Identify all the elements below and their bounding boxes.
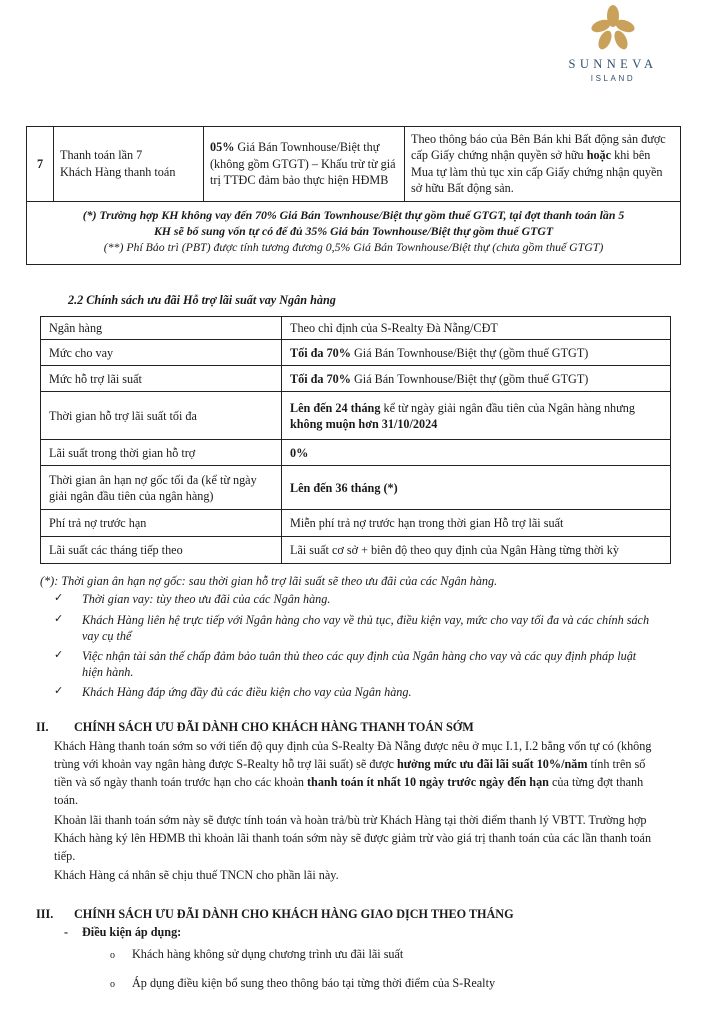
table-note-row — [27, 201, 681, 264]
row-key: Phí trả nợ trước hạn — [41, 510, 282, 537]
row-number: 7 — [27, 127, 54, 202]
table-row — [41, 440, 671, 466]
note-1: (*) Trường hợp KH không vay đến 70% Giá Bán Townhouse/Biệt thự gồm thuế GTGT, tại đợt thanh toán lần 5 — [82, 207, 625, 222]
row-value: Theo chỉ định của S-Realty Đà Nẵng/CĐT — [282, 317, 671, 340]
value-bold: 0% — [290, 445, 309, 460]
note-2: KH sẽ bổ sung vốn tự có để đủ 35% Giá bán Townhouse/Biệt thự gồm thuế GTGT — [153, 223, 554, 238]
row-value: Lãi suất cơ sở + biên độ theo quy định của Ngân Hàng từng thời kỳ — [282, 537, 671, 564]
conditions-label: Điều kiện áp dụng: — [82, 925, 182, 939]
sunneva-logo — [548, 4, 678, 85]
text-bold: thanh toán ít nhất 10 ngày trước ngày đến hạn — [307, 775, 549, 789]
check-item: Khách Hàng đáp ứng đầy đủ các điều kiện cho vay của Ngân hàng. — [82, 685, 412, 699]
check-icon: ✓ — [54, 613, 64, 625]
table-row — [41, 392, 671, 440]
condition-item: Áp dụng điều kiện bổ sung theo thông báo tại từng thời điểm của S-Realty — [132, 976, 496, 990]
condition-item: Khách hàng không sử dụng chương trình ưu đãi lãi suất — [132, 947, 404, 961]
section-ii-p2-l3: tiếp. — [54, 849, 76, 863]
row-value — [282, 340, 671, 366]
text-run: trùng với khoản vay ngân hàng được S-Realty hỗ trợ lãi suất) sẽ được — [54, 757, 397, 771]
circle-bullet-icon: o — [110, 950, 115, 961]
text-run: tính trên số — [587, 757, 646, 771]
check-item: Khách Hàng liên hệ trực tiếp với Ngân hàng cho vay về thủ tục, điều kiện vay, mức cho vay tối đa và các chính sách — [82, 613, 650, 627]
section-iii-title: CHÍNH SÁCH ƯU ĐÃI DÀNH CHO KHÁCH HÀNG GIAO DỊCH THEO THÁNG — [74, 907, 514, 921]
section-2-2-title: 2.2 Chính sách ưu đãi Hỗ trợ lãi suất vay Ngân hàng — [68, 293, 336, 307]
row-key: Lãi suất các tháng tiếp theo — [41, 537, 282, 564]
circle-bullet-icon: o — [110, 979, 115, 990]
row-key: Thời gian hỗ trợ lãi suất tối đa — [41, 392, 282, 440]
value-bold-2: không muộn hơn 31/10/2024 — [290, 416, 438, 431]
amount-bold: 05% — [210, 140, 235, 155]
condition-pre: Theo thông báo của Bên Bán khi Bất động sản được cấp Giấy chứng nhận quyền sở hữu — [411, 132, 666, 163]
table-row — [41, 537, 671, 564]
row-value — [282, 392, 671, 440]
section-ii-number: II. — [36, 720, 49, 734]
value-bold: Lên đến 24 tháng — [290, 400, 381, 415]
check-item: Việc nhận tài sản thế chấp đảm bảo tuân thủ theo các quy định của Ngân hàng cho vay và các quy định pháp luật — [82, 649, 637, 663]
installment-name-l1: Thanh toán lần 7 — [60, 148, 143, 163]
note-3: (**) Phí Bảo trì (PBT) được tính tương đương 0,5% Giá Bán Townhouse/Biệt thự (chưa gồm thuế GTGT) — [103, 239, 604, 254]
value-text: kể từ ngày giải ngân đầu tiên của Ngân hàng nhưng — [380, 400, 635, 415]
condition-post: khi bên Mua tự làm thủ tục xin cấp Giấy chứng nhận quyền sở hữu Bất động sản. — [411, 148, 663, 196]
check-item-cont: hiện hành. — [82, 665, 134, 679]
flower-logo-icon — [590, 4, 636, 54]
table-notes — [27, 201, 681, 264]
table-row — [41, 466, 671, 510]
check-icon: ✓ — [54, 649, 64, 661]
logo-sub: ISLAND — [590, 73, 636, 83]
amount-rest: Giá Bán Townhouse/Biệt thự (không gồm GTGT) – Khấu trừ từ giá trị TTĐC đảm bảo thực hiện HĐMB — [210, 140, 396, 188]
text-bold: hưởng mức ưu đãi lãi suất 10%/năm — [396, 757, 588, 771]
row-key: Mức cho vay — [41, 340, 282, 366]
section-ii-p2-l1: Khoản lãi thanh toán sớm này sẽ được tính toán và hoàn trả/bù trừ Khách Hàng tại thời điểm thanh lý VBTT. Trường hợp — [54, 813, 647, 827]
value-text: Giá Bán Townhouse/Biệt thự (gồm thuế GTGT) — [350, 345, 589, 360]
logo-brand: SUNNEVA — [568, 57, 658, 71]
row-key: Ngân hàng — [41, 317, 282, 340]
row-value — [282, 366, 671, 392]
check-icon: ✓ — [54, 685, 64, 697]
section-ii-p1-l1: Khách Hàng thanh toán sớm so với tiến độ quy định của S-Realty Đà Nẵng được nêu ở mục I.1, I.2 bằng vốn tự có (không — [54, 739, 652, 753]
value-bold: Tối đa 70% — [290, 345, 351, 360]
check-item-cont: vay cụ thể — [82, 629, 132, 643]
condition-bold: hoặc — [586, 148, 612, 163]
grace-note: (*): Thời gian ân hạn nợ gốc: sau thời gian hỗ trợ lãi suất sẽ theo ưu đãi của các Ngân hàng. — [40, 574, 498, 588]
value-bold: Lên đến 36 tháng (*) — [290, 480, 398, 495]
row-key: Lãi suất trong thời gian hỗ trợ — [41, 440, 282, 466]
section-iii-number: III. — [36, 907, 54, 921]
row-key: Mức hỗ trợ lãi suất — [41, 366, 282, 392]
section-ii-p1-l2 — [54, 756, 645, 772]
table-row — [27, 127, 681, 202]
loan-support-table — [40, 316, 671, 564]
text-run: của từng đợt thanh — [548, 775, 644, 789]
installment-name — [54, 127, 204, 202]
text-run: tiền và số ngày thanh toán trước hạn cho các khoản — [54, 775, 307, 789]
section-ii-p3: Khách Hàng cá nhân sẽ chịu thuế TNCN cho phần lãi này. — [54, 868, 339, 882]
row-value: Miễn phí trả nợ trước hạn trong thời gian Hỗ trợ lãi suất — [282, 510, 671, 537]
section-ii-p1-l3 — [54, 774, 643, 790]
section-ii-title: CHÍNH SÁCH ƯU ĐÃI DÀNH CHO KHÁCH HÀNG THANH TOÁN SỚM — [74, 720, 474, 734]
check-item: Thời gian vay: tùy theo ưu đãi của các Ngân hàng. — [82, 592, 331, 606]
installment-condition — [405, 127, 681, 202]
row-key: Thời gian ân hạn nợ gốc tối đa (kể từ ngày giải ngân đầu tiên của ngân hàng) — [41, 466, 282, 510]
table-row — [41, 317, 671, 340]
table-row — [41, 340, 671, 366]
check-icon: ✓ — [54, 592, 64, 604]
section-ii-p2-l2: Khách hàng ký lên HĐMB thì khoản lãi thanh toán sớm này sẽ được giảm trừ vào giá trị thanh toán của các lần thanh toán — [54, 831, 652, 845]
value-text: Giá Bán Townhouse/Biệt thự (gồm thuế GTGT) — [350, 371, 589, 386]
installment-name-l2: Khách Hàng thanh toán — [60, 164, 176, 179]
section-ii-p1-l4: toán. — [54, 793, 79, 807]
payment-schedule-table — [26, 126, 681, 265]
row-value — [282, 440, 671, 466]
table-row — [41, 366, 671, 392]
dash-bullet: - — [64, 925, 69, 939]
row-value — [282, 466, 671, 510]
table-row — [41, 510, 671, 537]
value-bold: Tối đa 70% — [290, 371, 351, 386]
installment-amount — [204, 127, 405, 202]
